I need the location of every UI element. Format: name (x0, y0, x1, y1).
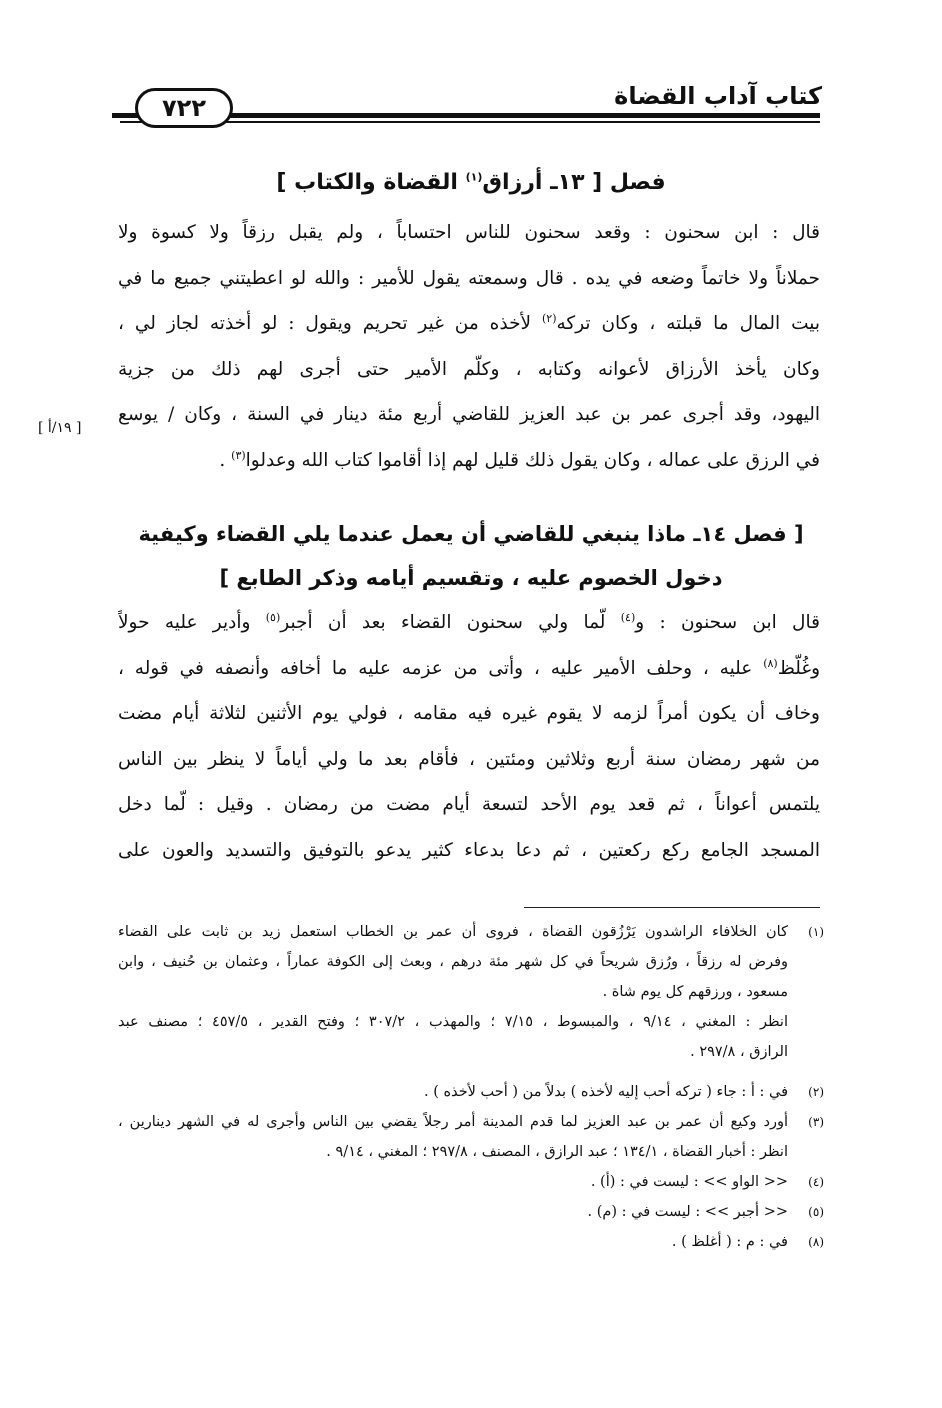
text-run: لأخذه من غير تحريم ويقول : لو أخذته لجاز لي ، (118, 313, 532, 334)
section-13-title-text: فصل [ ١٣ـ أرزاق (482, 170, 666, 195)
page-number-badge (135, 88, 233, 128)
footnote-number: (٥) (808, 1205, 824, 1219)
section-13-title-rest: القضاة والكتاب ] (276, 170, 458, 195)
footnote-ref: (١) (465, 170, 483, 184)
footnote-number: (٢) (808, 1085, 824, 1099)
footnote-ref: (٨) (763, 656, 778, 670)
footnote (118, 1107, 824, 1167)
section-14-body (118, 600, 820, 873)
text-run: بيت المال ما قبلته ، وكان تركه (556, 313, 820, 334)
text-line: حملاناً ولا خاتماً وضعه في يده . قال وسمعته يقول للأمير : والله لو اعطيتني جميع ما في (118, 267, 820, 289)
text-line (118, 438, 820, 484)
text-line: من شهر رمضان سنة أربع وثلاثين ومئتين ، فأقام بعد ما ولي أياماً لا ينظر بين الناس (118, 748, 820, 770)
section-13-body (118, 210, 820, 483)
text-line (118, 600, 820, 646)
footnote-line: أورد وكيع أن عمر بن عبد العزيز لما قدم المدينة أمر رجلاً يقضي بين الناس وأجرى له في الشهر دينارين ، (118, 1114, 788, 1130)
footnote-number: (٣) (808, 1115, 824, 1129)
manuscript-folio-ref: [ ١٩/أ ] (38, 420, 82, 436)
footnote-line: في : م : ( أغلظ ) . (671, 1234, 788, 1250)
footnote-line: كان الخلافاء الراشدون يَرْزُقون القضاة ، فروى أن عمر بن الخطاب استعمل زيد بن ثابت على القضاء (118, 924, 788, 940)
footnote-line: مسعود ، ورزقهم كل يوم شاة . (602, 984, 788, 1000)
badge-tail (112, 113, 138, 118)
footnote-number: (٨) (808, 1235, 824, 1249)
section-13-title (120, 170, 822, 195)
running-title: كتاب آداب القضاة (614, 82, 822, 110)
text-run: وأدير عليه حولاً (118, 612, 251, 633)
text-run: . (219, 449, 226, 471)
page-number: ٧٢٢ (162, 94, 206, 122)
footnotes (118, 917, 824, 1257)
footnote-line: << أجبر >> : ليست في : (م) . (587, 1204, 788, 1220)
text-line: اليهود، وقد أجرى عمر بن عبد العزيز للقاضي أربع مئة دينار في السنة ، وكان / يوسع (118, 404, 820, 425)
footnote-ref: (٣) (231, 448, 246, 462)
footnote-number: (٤) (808, 1175, 824, 1189)
text-line: وخاف أن يكون أمراً لزمه لا يقوم غيره فيه مقامه ، فولي يوم الأثنين لثلاثة أيام مضت (118, 703, 820, 724)
footnote-ref: (٢) (541, 311, 557, 325)
footnote-line: انظر : أخبار القضاة ، ١٣٤/١ ؛ عبد الرازق ، المصنف ، ٢٩٧/٨ ؛ المغني ، ٩/١٤ . (326, 1144, 788, 1160)
text-run: في الرزق على عماله ، وكان يقول ذلك قليل لهم إذا أقاموا كتاب الله وعدلوا (245, 449, 820, 471)
text-line: قال : ابن سحنون : وقعد سحنون للناس احتساباً ، ولم يقبل رزقاً ولا كسوة ولا (118, 222, 820, 243)
footnote-separator (524, 907, 820, 908)
text-run: وغُلّظ (777, 657, 820, 679)
footnote-line: الرازق ، ٢٩٧/٨ . (690, 1044, 788, 1060)
footnote-line: في : أ : جاء ( تركه أحب إليه لأخذه ) بدلاً من ( أحب لأخذه ) . (424, 1084, 788, 1100)
footnote (118, 1167, 824, 1197)
text-run: قال ابن سحنون : و (635, 612, 820, 633)
text-run: عليه ، وحلف الأمير عليه ، وأتى من عزمه عليه ما أخافه وأنصفه في قوله ، (118, 657, 753, 679)
text-line: المسجد الجامع ركع ركعتين ، ثم دعا بدعاء كثير يدعو بالتوفيق والتسديد والعون على (118, 839, 820, 861)
section-14-title-line: [ فصل ١٤ـ ماذا ينبغي للقاضي أن يعمل عندما يلي القضاء وكيفية (138, 522, 804, 546)
footnote (118, 1197, 824, 1227)
footnote (118, 917, 824, 1067)
footnote-line: وفرض له رزقاً ، ورُزق شريحاً في كل شهر مئة درهم ، وبعث إلى الكوفة عماراً ، وعثمان بن حُنيف ، وابن (118, 954, 788, 970)
footnote-number: (١) (808, 925, 824, 939)
footnote (118, 1077, 824, 1107)
text-line: وكان يأخذ الأرزاق لأعوانه وكتابه ، وكلّم الأمير حتى أجرى لهم ذلك من جزية (118, 358, 820, 380)
text-line (118, 646, 820, 692)
section-14-title (120, 512, 822, 600)
footnote-line: انظر : المغني ، ٩/١٤ ، والمبسوط ، ٧/١٥ ؛ والمهذب ، ٣٠٧/٢ ؛ وفتح القدير ، ٤٥٧/٥ ؛ مصنف عبد (118, 1014, 788, 1030)
text-line (118, 301, 820, 347)
footnote-line: << الواو >> : ليست في : (أ) . (590, 1174, 788, 1190)
text-line: يلتمس أعواناً ، ثم قعد يوم الأحد لتسعة أيام مضت من رمضان . وقيل : لّما دخل (118, 794, 820, 815)
footnote-ref: (٤) (620, 610, 636, 624)
footnote (118, 1227, 824, 1257)
text-run: لّما ولي سحنون القضاء بعد أن أجبر (280, 612, 606, 633)
section-14-title-line: دخول الخصوم عليه ، وتقسيم أيامه وذكر الطابع ] (219, 566, 723, 590)
footnote-ref: (٥) (265, 610, 281, 624)
